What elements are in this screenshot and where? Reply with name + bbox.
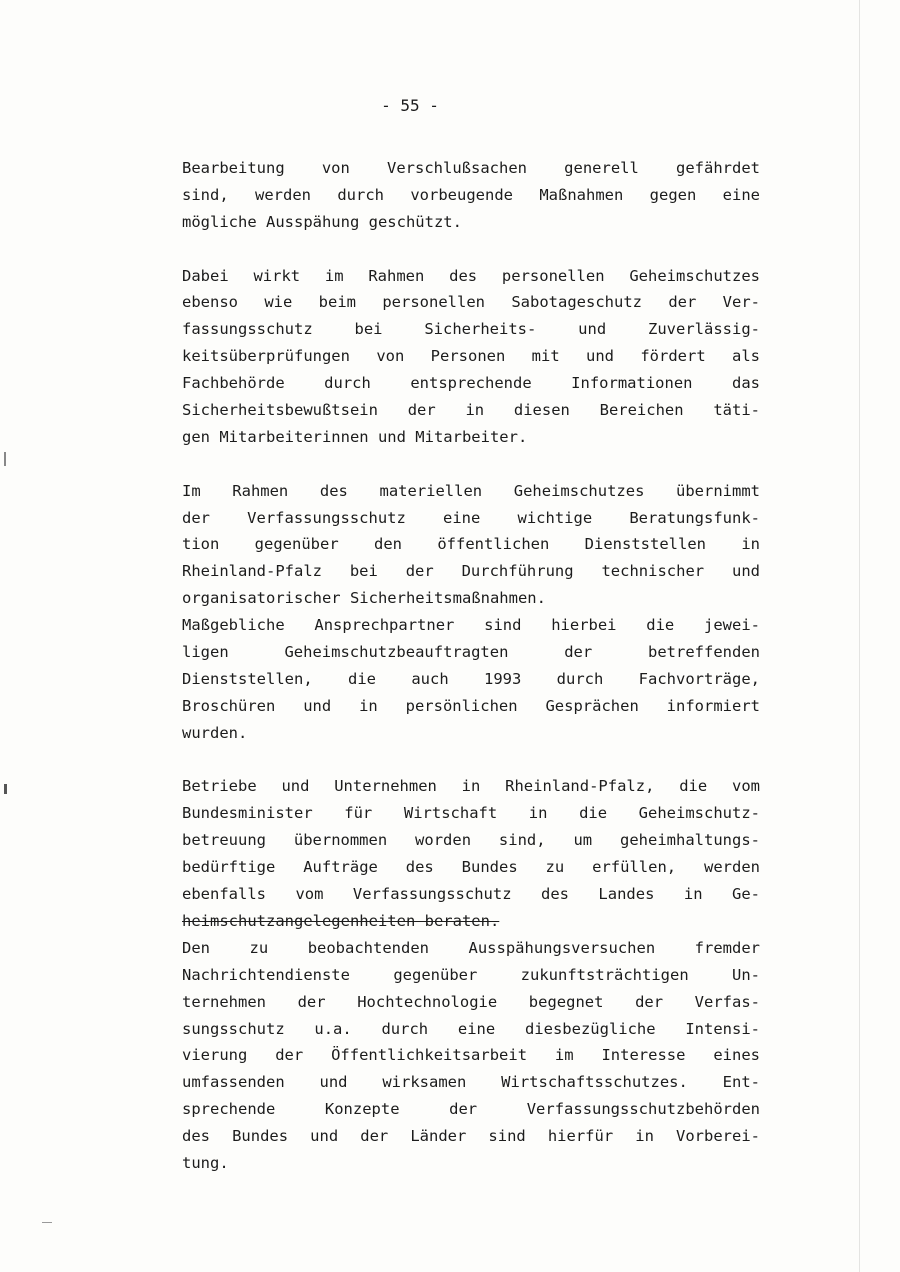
text-line: tung. [182, 1153, 229, 1172]
text-line: Dienststellen, die auch 1993 durch Fachvorträge, [182, 669, 760, 688]
text-line: Dabei wirkt im Rahmen des personellen Geheimschutzes [182, 266, 760, 285]
margin-speck [4, 784, 7, 794]
text-line: sind, werden durch vorbeugende Maßnahmen gegen eine [182, 185, 760, 204]
text-line: ebenso wie beim personellen Sabotageschutz der Ver- [182, 293, 760, 312]
paragraph-gap [182, 451, 760, 478]
paragraph-gap [182, 747, 760, 774]
paragraph-gap [182, 236, 760, 263]
text-line: bedürftige Aufträge des Bundes zu erfüllen, werden [182, 858, 760, 877]
text-line: Im Rahmen des materiellen Geheimschutzes übernimmt [182, 481, 760, 500]
text-line: wurden. [182, 723, 248, 742]
text-line: Bearbeitung von Verschlußsachen generell gefährdet [182, 159, 760, 177]
text-line: Maßgebliche Ansprechpartner sind hierbei die jewei- [182, 616, 760, 635]
margin-speck [4, 452, 6, 466]
text-line: sungsschutz u.a. durch eine diesbezügliche Intensi- [182, 1019, 760, 1038]
page-edge-shadow [859, 0, 860, 1272]
page-number: - 55 - [381, 96, 439, 115]
text-line: mögliche Ausspähung geschützt. [182, 212, 462, 231]
text-line: organisatorischer Sicherheitsmaßnahmen. [182, 589, 546, 608]
text-line: Rheinland-Pfalz bei der Durchführung technischer und [182, 562, 760, 581]
text-line: der Verfassungsschutz eine wichtige Beratungsfunk- [182, 508, 760, 527]
margin-speck [42, 1222, 52, 1223]
text-line: ebenfalls vom Verfassungsschutz des Landes in Ge- [182, 885, 760, 904]
text-line: Bundesminister für Wirtschaft in die Geheimschutz- [182, 804, 760, 823]
text-line: ligen Geheimschutzbeauftragten der betreffenden [182, 643, 760, 662]
text-line: Broschüren und in persönlichen Gesprächen informiert [182, 696, 760, 715]
text-line: des Bundes und der Länder sind hierfür in Vorberei- [182, 1127, 760, 1146]
text-line: tion gegenüber den öffentlichen Dienststellen in [182, 535, 760, 554]
text-line: Den zu beobachtenden Ausspähungsversuchen fremder [182, 938, 760, 957]
text-line: Fachbehörde durch entsprechende Informationen das [182, 374, 760, 393]
text-line: fassungsschutz bei Sicherheits- und Zuverlässig- [182, 320, 760, 339]
text-line: umfassenden und wirksamen Wirtschaftsschutzes. Ent- [182, 1073, 760, 1092]
text-line: gen Mitarbeiterinnen und Mitarbeiter. [182, 427, 528, 446]
text-line: Nachrichtendienste gegenüber zukunftsträchtigen Un- [182, 965, 760, 984]
text-line: sprechende Konzepte der Verfassungsschutzbehörden [182, 1100, 760, 1119]
text-line: heimschutzangelegenheiten beraten. [182, 911, 500, 930]
body-text [182, 155, 760, 1177]
text-line: betreuung übernommen worden sind, um geheimhaltungs- [182, 831, 760, 850]
text-line: Sicherheitsbewußtsein der in diesen Bereichen täti- [182, 401, 760, 420]
text-line: keitsüberprüfungen von Personen mit und fördert als [182, 347, 760, 366]
text-line: Betriebe und Unternehmen in Rheinland-Pfalz, die vom [182, 777, 760, 796]
text-line: ternehmen der Hochtechnologie begegnet der Verfas- [182, 992, 760, 1011]
text-line: vierung der Öffentlichkeitsarbeit im Interesse eines [182, 1046, 760, 1065]
